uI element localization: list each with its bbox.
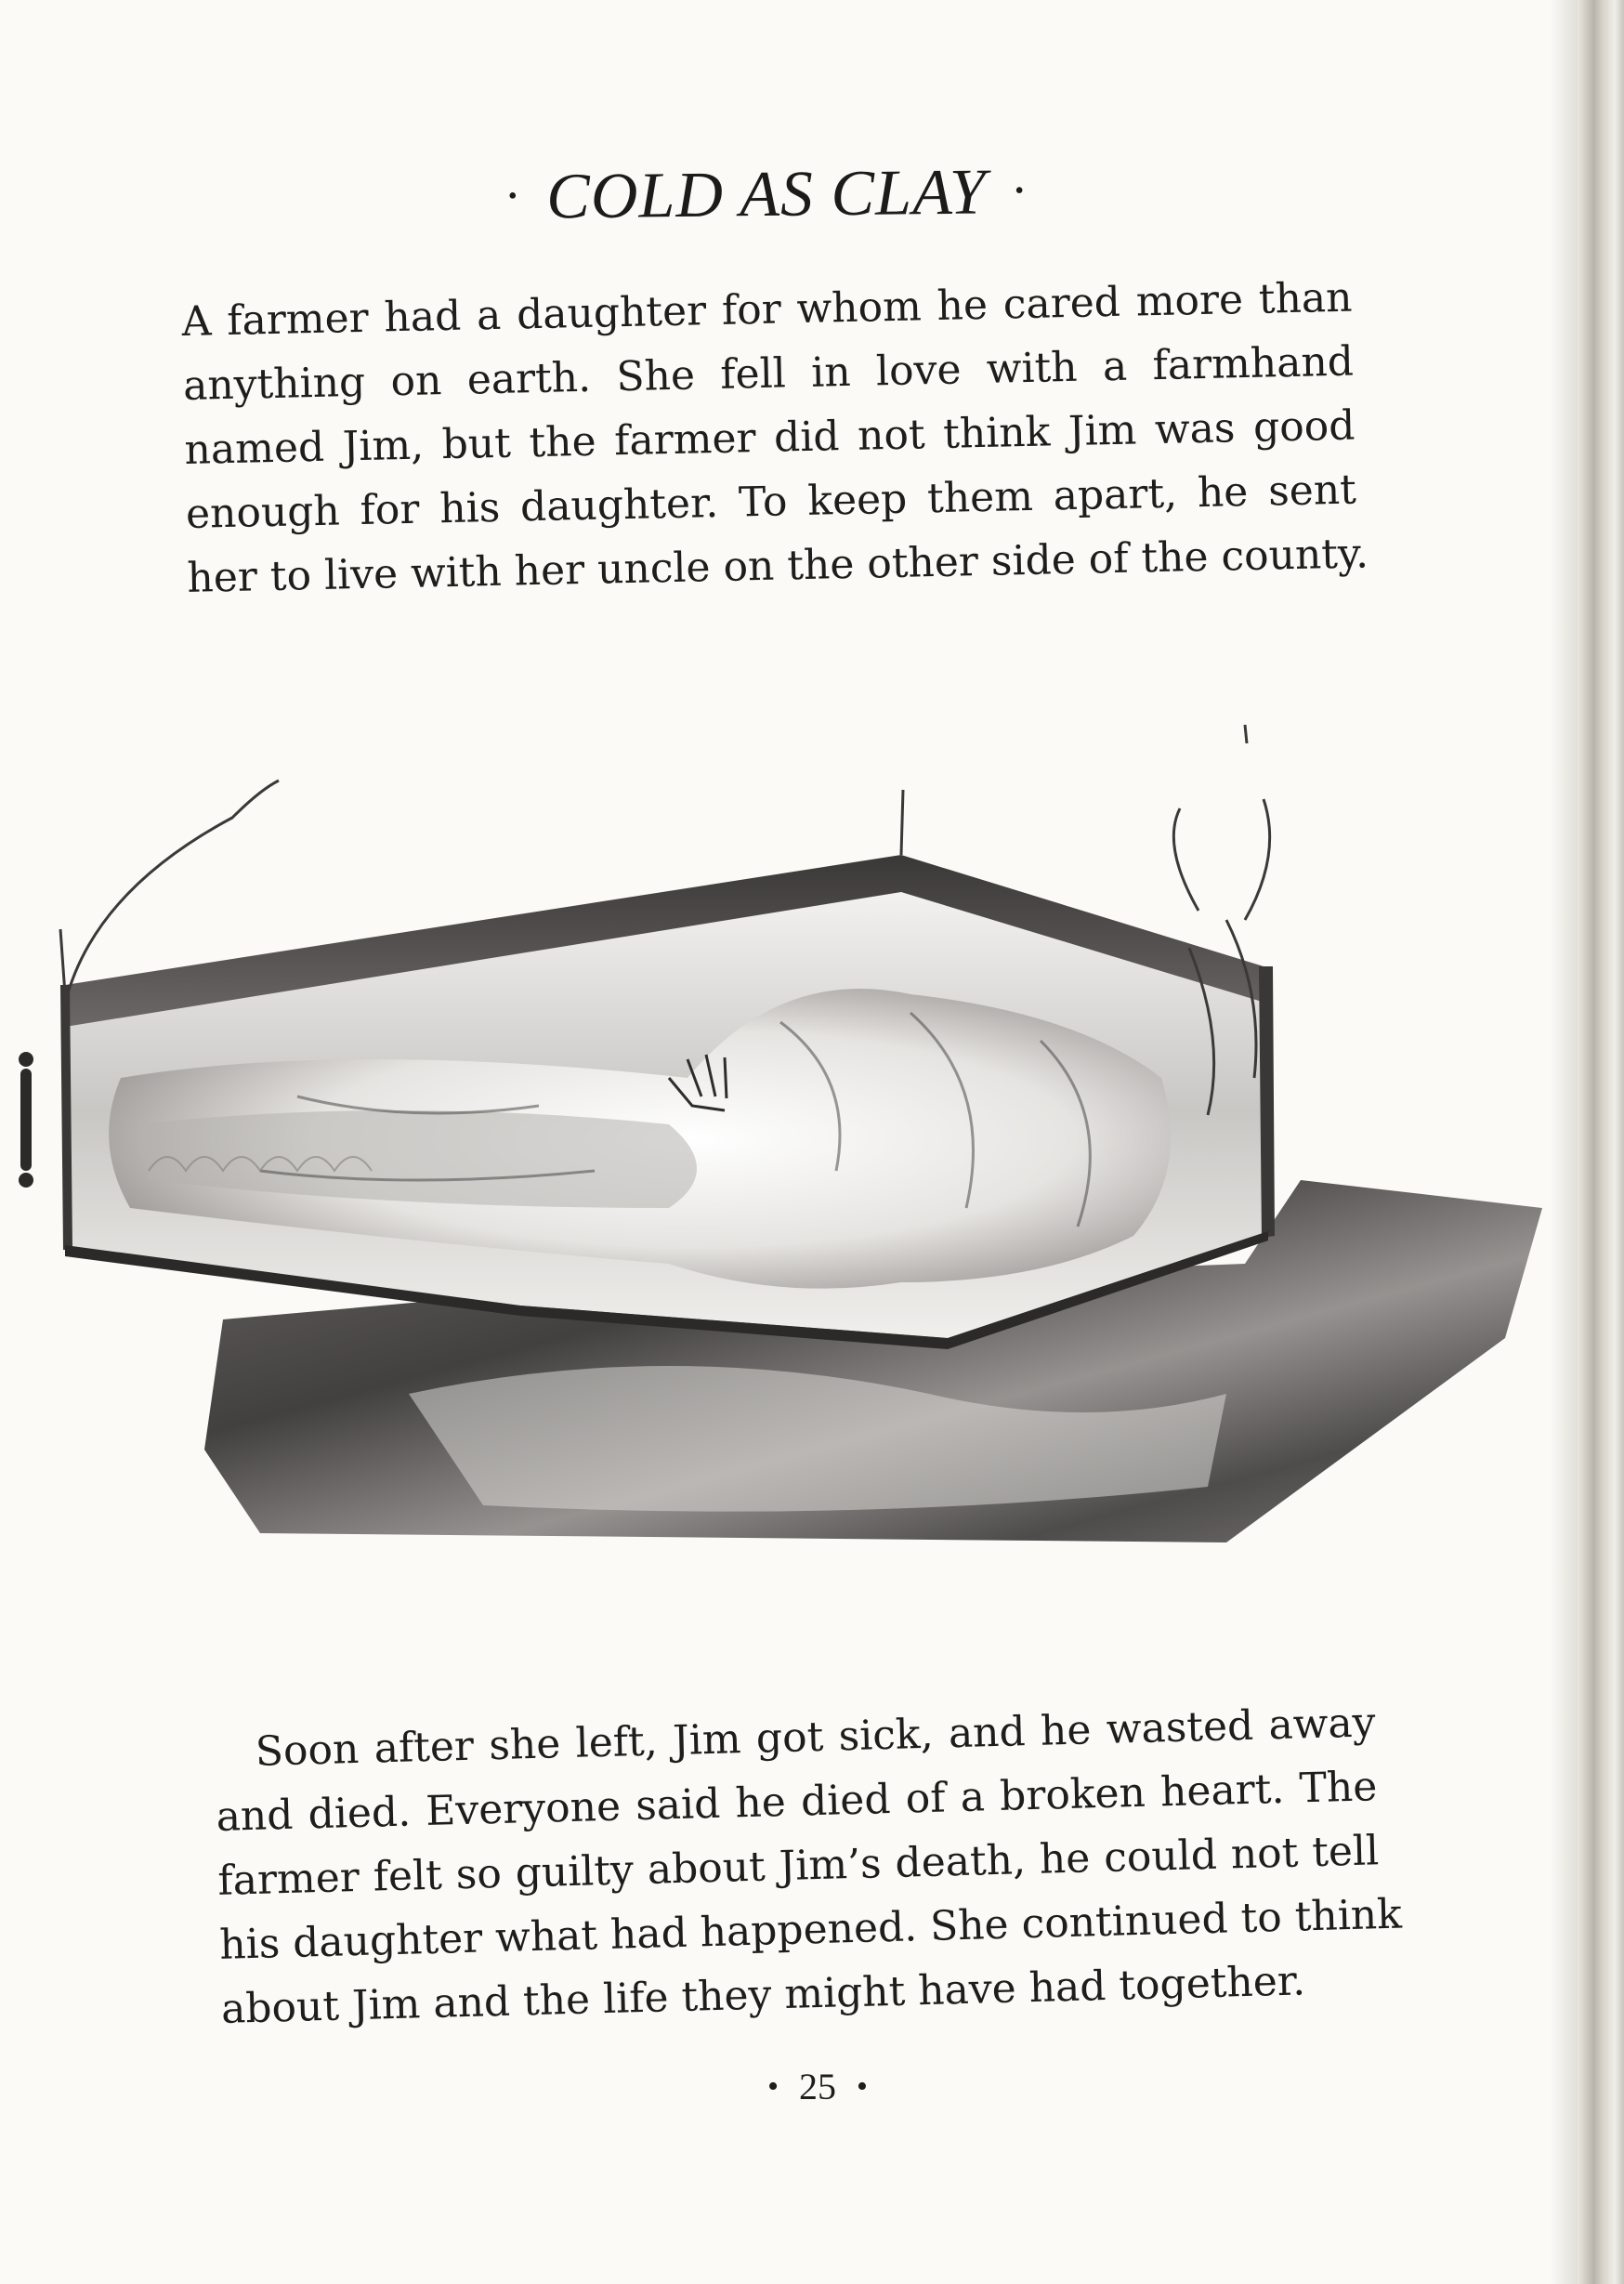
title-text: COLD AS CLAY: [545, 156, 988, 233]
title-ornament-left: ·: [504, 166, 523, 225]
paragraph-line: Soon after she left, Jim got sick, and he wasted away: [255, 1699, 1377, 1776]
folio-ornament-right: •: [857, 2069, 868, 2104]
page-gutter-shadow: [1550, 0, 1578, 2284]
paragraph-line: A farmer had a daughter for whom he cared more than: [181, 273, 1353, 346]
coffin-illustration: [19, 688, 1552, 1561]
paragraph-line: about Jim and the life they might have had together.: [220, 1957, 1306, 2033]
page-number: [734, 2065, 901, 2108]
paragraph-line: named Jim, but the farmer did not think Jim was good: [184, 401, 1356, 474]
paragraph-1: [181, 266, 1369, 610]
paragraph-line: her to live with her uncle on the other side of the county.: [186, 530, 1369, 602]
paragraph-line: his daughter what had happened. She continued to think: [218, 1890, 1403, 1969]
paragraph-line: farmer felt so guilty about Jim’s death, he could not tell: [216, 1827, 1380, 1905]
page-edge: [1578, 0, 1624, 2284]
paragraph-line: enough for his daughter. To keep them apart, he sent: [185, 466, 1357, 538]
paragraph-line: and died. Everyone said he died of a broken heart. The: [216, 1763, 1378, 1841]
page-number-text: 25: [799, 2066, 836, 2107]
coffin-handle: [20, 1069, 32, 1171]
coffin-rim-right: [1259, 966, 1275, 1238]
folio-ornament-left: •: [767, 2069, 779, 2104]
title-ornament-right: ·: [1010, 162, 1029, 220]
paragraph-line: anything on earth. She fell in love with a farmhand: [182, 337, 1355, 410]
paragraph-2: [214, 1690, 1403, 2041]
page-title: [0, 150, 1533, 240]
